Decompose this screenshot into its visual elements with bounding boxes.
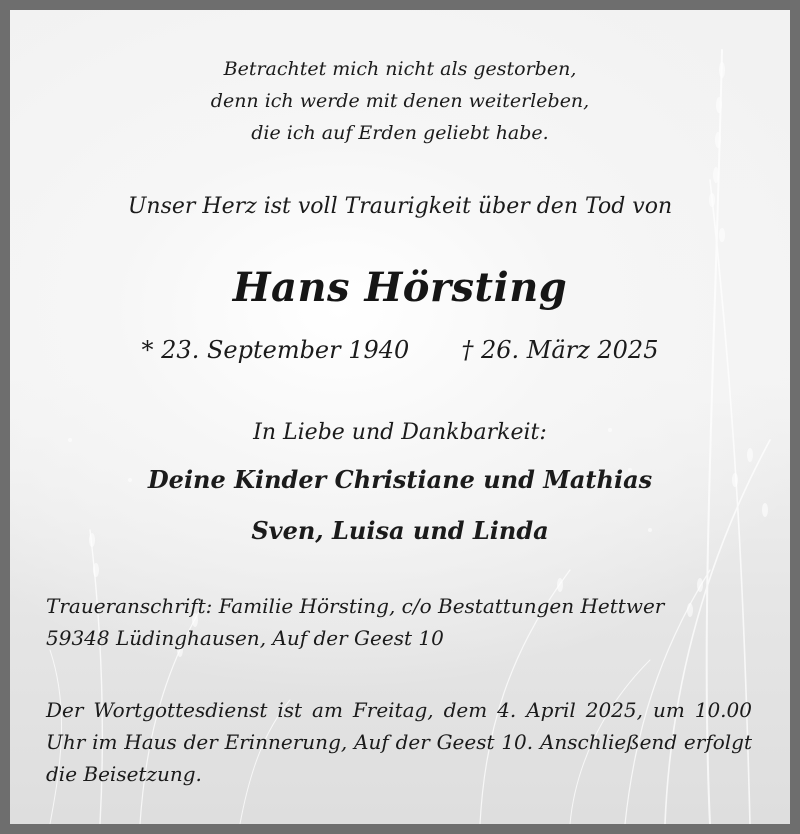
- mourning-address-line-2: 59348 Lüdinghausen, Auf der Geest 10: [46, 626, 444, 650]
- mourners-line-2: Sven, Luisa und Linda: [251, 516, 549, 545]
- death-date: † 26. März 2025: [461, 336, 659, 364]
- life-dates: [10, 336, 790, 364]
- mourning-address-line-1: Traueranschrift: Familie Hörsting, c/o Bestattungen Hettwer: [46, 594, 665, 618]
- thanks-line: In Liebe und Dankbarkeit:: [253, 420, 547, 445]
- deceased-name: Hans Hörsting: [232, 264, 568, 311]
- poem-line-3: die ich auf Erden geliebt habe.: [251, 122, 549, 144]
- mourners-line-1: Deine Kinder Christiane und Mathias: [147, 465, 653, 494]
- service-info-paragraph: Der Wortgottesdienst ist am Freitag, dem 4. April 2025, um 10.00 Uhr im Haus der Erinnerung, Auf der Geest 10. Anschließend erfolgt die Beisetzung.: [46, 698, 752, 786]
- poem-line-2: denn ich werde mit denen weiterleben,: [210, 90, 590, 112]
- birth-date: * 23. September 1940: [141, 336, 410, 364]
- announcement-line: Unser Herz ist voll Traurigkeit über den Tod von: [127, 194, 673, 219]
- poem-line-1: Betrachtet mich nicht als gestorben,: [223, 58, 577, 80]
